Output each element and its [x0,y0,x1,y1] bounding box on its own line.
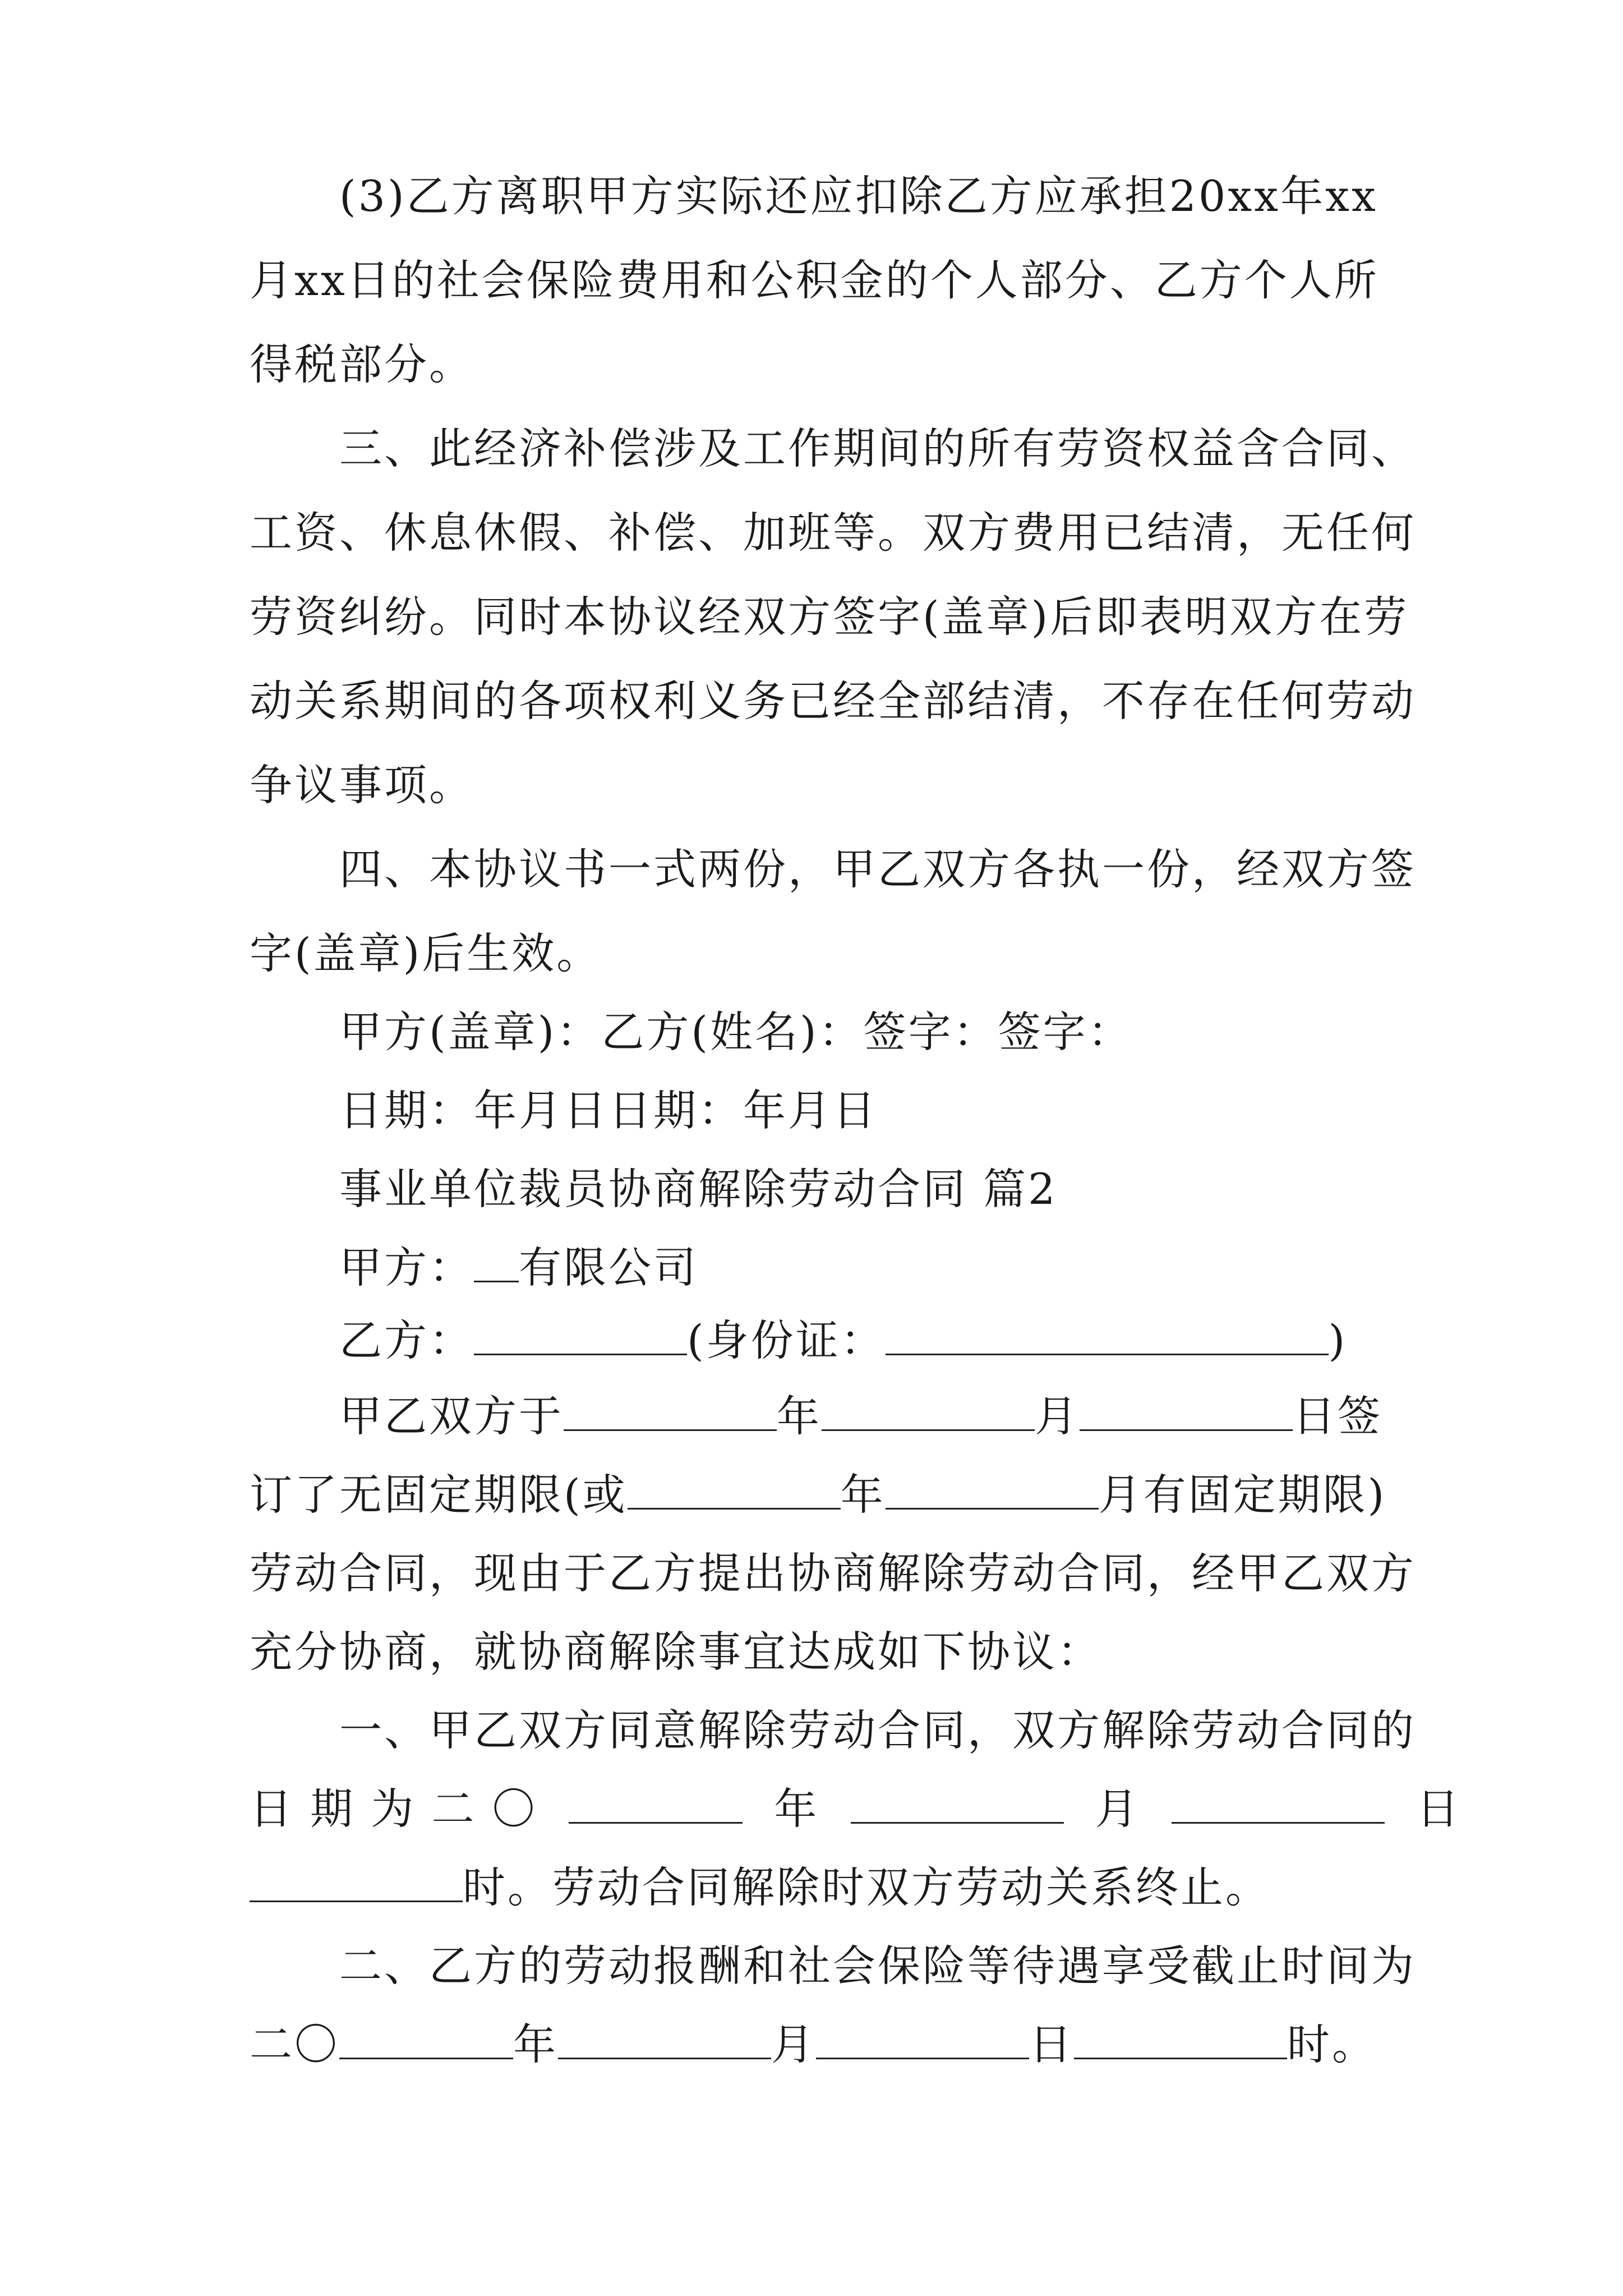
text-segment: 月有固定期限) [1098,1470,1387,1520]
fill-in-blank [816,2018,1029,2059]
fill-in-blank [886,1469,1099,1510]
fill-in-blank [886,1314,1329,1355]
fill-in-blank [1074,2018,1287,2059]
paragraph-line [339,1388,1382,1444]
text-segment: 甲乙双方于 [339,1391,564,1441]
clause-three-line: 三、此经济补偿涉及工作期间的所有劳资权益含合同、 [339,424,1416,473]
fill-in-blank [339,2018,513,2059]
text-segment: 年 [840,1470,886,1520]
fill-in-blank [628,1469,841,1510]
fill-in-blank [474,1241,519,1282]
paragraph-line: 充分协商，就协商解除事宜达成如下协议： [250,1627,1102,1677]
text-segment: 日 [1416,1784,1461,1834]
party-b-label: 乙方： [339,1315,474,1365]
party-a-company: 有限公司 [519,1243,698,1292]
paragraph-line: 劳动合同，现由于乙方提出协商解除劳动合同，经甲乙双方 [250,1548,1416,1598]
text-segment: 订了无固定期限(或 [250,1470,628,1520]
text-segment: 月 [1035,1391,1080,1441]
clause-one-line: 一、甲乙双方同意解除劳动合同，双方解除劳动合同的 [339,1705,1416,1755]
paragraph-line [250,1860,1270,1916]
text-segment: 年 [774,1784,819,1834]
paragraph-line [250,1781,1461,1837]
text-segment: 日 [1029,2019,1074,2069]
paragraph-line: 动关系期间的各项权利义务已经全部结清，不存在任何劳动 [250,676,1416,726]
fill-in-blank [569,1783,743,1824]
party-a-line [339,1240,698,1296]
paragraph-line: 争议事项。 [250,760,474,810]
fill-in-blank [474,1314,687,1355]
paragraph-line [250,2017,1377,2073]
fill-in-blank [822,1390,1035,1431]
text-segment: 月 [771,2019,816,2069]
paragraph-line: 工资、休息休假、补偿、加班等。双方费用已结清，无任何 [250,508,1416,558]
paragraph-line: 劳资纠纷。同时本协议经双方签字(盖章)后即表明双方在劳 [250,592,1409,642]
fill-in-blank [1080,1390,1293,1431]
paragraph-line [250,1467,1386,1523]
party-b-line [339,1313,1347,1369]
date-line: 日期：年月日日期：年月日 [339,1085,878,1135]
id-card-close: ) [1328,1315,1348,1365]
paragraph-line: 得税部分。 [250,339,474,389]
fill-in-blank [250,1861,463,1902]
text-segment: 二〇 [250,2019,339,2069]
section-heading: 事业单位裁员协商解除劳动合同 篇2 [339,1164,1058,1214]
text-segment: 年 [513,2019,558,2069]
paragraph-line: 月xx日的社会保险费用和公积金的个人部分、乙方个人所 [250,255,1379,305]
clause-four-line: 四、本协议书一式两份，甲乙双方各执一份，经双方签 [339,844,1416,894]
signature-line: 甲方(盖章)：乙方(姓名)：签字：签字： [339,1007,1133,1057]
paragraph-line: (3)乙方离职甲方实际还应扣除乙方应承担20xx年xx [339,171,1378,221]
paragraph-line: 字(盖章)后生效。 [250,928,602,978]
text-segment: 时。劳动合同解除时双方劳动关系终止。 [463,1862,1270,1912]
fill-in-blank [851,1783,1064,1824]
text-segment: 月 [1095,1784,1140,1834]
party-a-label: 甲方： [339,1243,474,1292]
text-segment: 年 [777,1391,822,1441]
text-segment: 时。 [1287,2019,1377,2069]
clause-two-line: 二、乙方的劳动报酬和社会保险等待遇享受截止时间为 [339,1941,1416,1991]
fill-in-blank [564,1390,777,1431]
fill-in-blank [1172,1783,1385,1824]
text-segment: 日 期 为 二 〇 [250,1784,537,1834]
fill-in-blank [558,2018,771,2059]
id-card-label: (身份证： [687,1315,886,1365]
text-segment: 日签 [1293,1391,1382,1441]
